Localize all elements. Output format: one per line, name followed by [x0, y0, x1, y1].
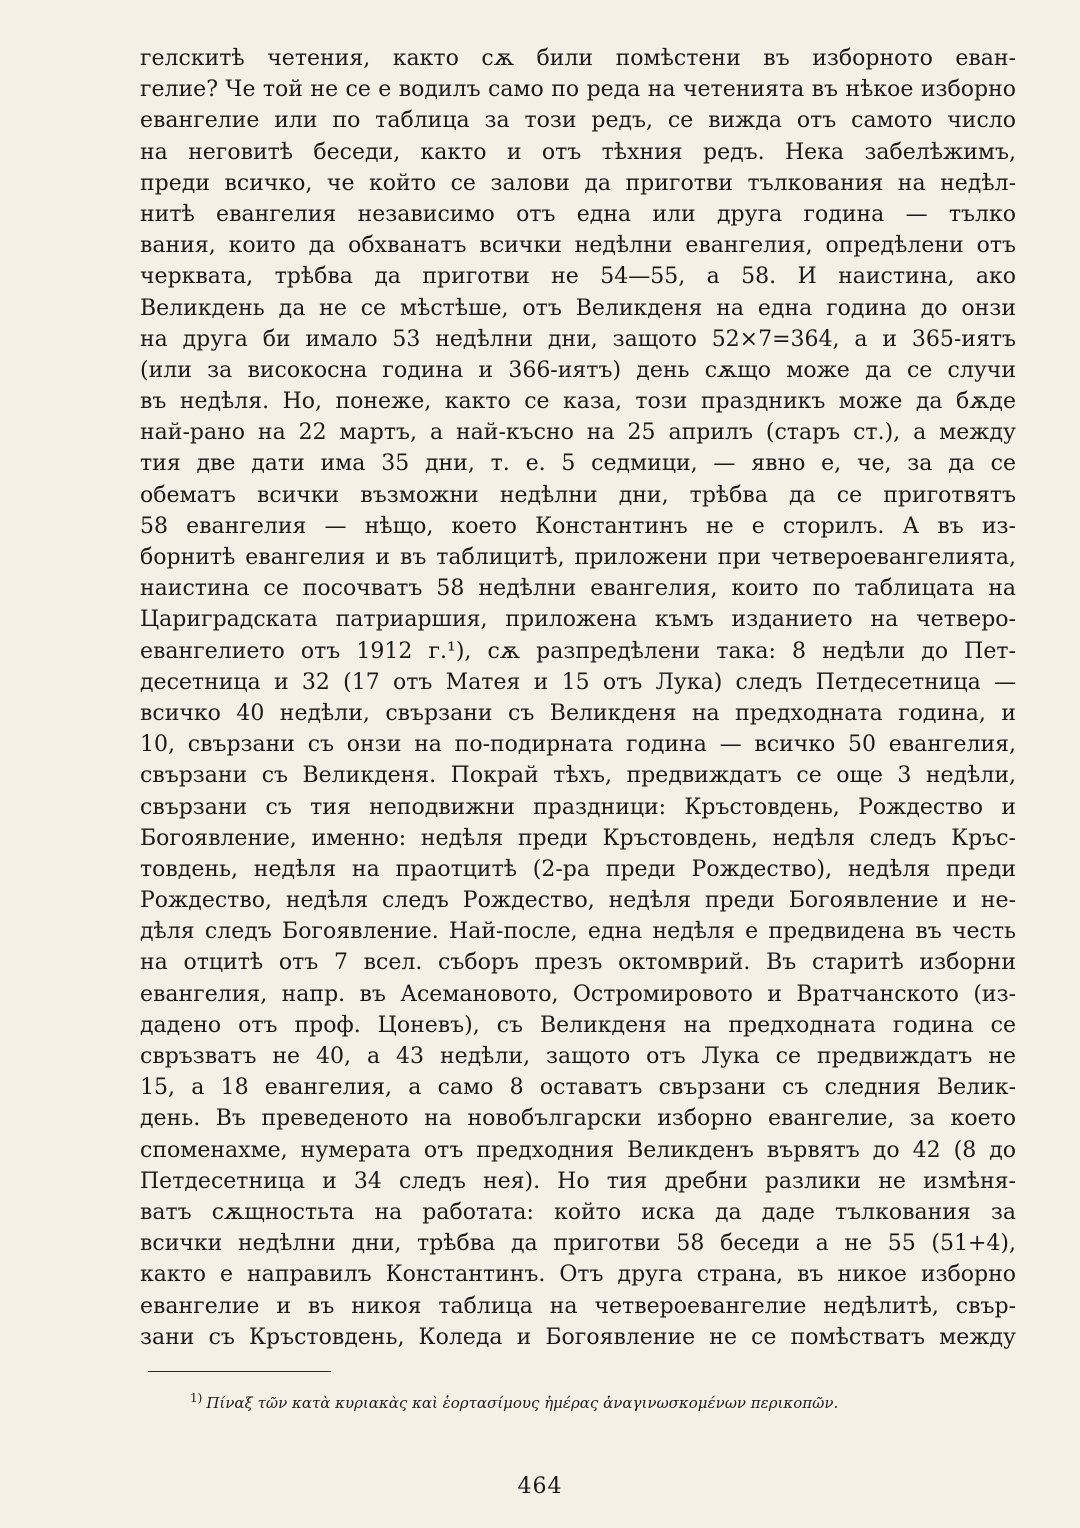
text-line: както е направилъ Константинъ. Отъ друга страна, въ никое изборно [140, 1262, 1016, 1288]
text-line: обематъ всички възможни недѣлни дни, трѣбва да се приготвятъ [140, 482, 1016, 508]
footnote [190, 1386, 930, 1415]
text-line: Великдень да не се мѣстѣше, отъ Великденя на една година до онзи [140, 295, 1016, 321]
text-line: на отцитѣ отъ 7 всел. съборъ презъ октомврий. Въ старитѣ изборни [140, 950, 1016, 976]
body-text [140, 43, 1016, 1353]
text-line: тия две дати има 35 дни, т. е. 5 седмици, — явно е, че, за да се [140, 451, 1016, 477]
text-line: Петдесетница и 34 следъ нея). Но тия дребни разлики не измѣня- [140, 1168, 1016, 1194]
text-line: дѣля следъ Богоявление. Най-после, една недѣля е предвидена въ честь [140, 919, 1016, 945]
text-line: всичко 40 недѣли, свързани съ Великденя на предходната година, и [140, 700, 1016, 726]
text-line: наистина се посочватъ 58 недѣлни евангелия, които по таблицата на [140, 576, 1016, 602]
text-line: свръзватъ не 40, а 43 недѣли, защото отъ Лука се предвиждатъ не [140, 1044, 1016, 1069]
text-line: преди всичко, че който се залови да приготви тълкования на недѣл- [140, 170, 1016, 196]
text-line: гелие? Че той не се е водилъ само по реда на четенията въ нѣкое изборно [140, 77, 1016, 103]
text-line: евангелие или по таблица за този редъ, се вижда отъ самото число [140, 108, 1016, 134]
text-line: день. Въ преведеното на новобългарски изборно евангелие, за което [140, 1106, 1016, 1132]
text-line: евангелието отъ 1912 г.¹), сѫ разпредѣлени така: 8 недѣли до Пет- [140, 638, 1016, 664]
page-number: 464 [517, 1474, 563, 1499]
text-line: свързани съ тия неподвижни праздници: Кръстовдень, Рождество и [140, 794, 1016, 820]
text-line: Богоявление, именно: недѣля преди Кръстовдень, недѣля следъ Кръс- [140, 825, 1016, 851]
text-line: (или за високосна година и 366-иятъ) день сѫщо може да се случи [140, 357, 1016, 383]
text-line: черквата, трѣбва да приготви не 54—55, а 58. И наистина, ако [140, 264, 1016, 290]
text-line: евангелие и въ никоя таблица на четвероевангелие недѣлитѣ, свър- [140, 1293, 1016, 1319]
text-line: гелскитѣ четения, както сѫ били помѣстени въ изборното еван- [140, 46, 1016, 71]
text-line: на неговитѣ беседи, както и отъ тѣхния редъ. Нека забелѣжимъ, [140, 139, 1016, 165]
footnote-text: Πίναξ τῶν κατὰ κυριακὰς καὶ ἑορτασίμους ἡμέρας ἀναγινωσκομένων περικοπῶν. [206, 1394, 839, 1412]
text-line: 10, свързани съ онзи на по-подирната година — всичко 50 евангелия, [140, 732, 1016, 758]
text-line: на друга би имало 53 недѣлни дни, защото 52×7=364, а и 365-иятъ [140, 326, 1016, 352]
text-line: борнитѣ евангелия и въ таблицитѣ, приложени при четвероевангелията, [140, 545, 1016, 570]
text-line: 58 евангелия — нѣщо, което Константинъ не е сторилъ. А въ из- [140, 513, 1016, 539]
text-line: десетница и 32 (17 отъ Матея и 15 отъ Лука) следъ Петдесетница — [140, 669, 1016, 695]
text-line: зани съ Кръстовдень, Коледа и Богоявление не се помѣстватъ между [140, 1324, 1016, 1350]
text-line: Рождество, недѣля следъ Рождество, недѣля преди Богоявление и не- [140, 888, 1016, 914]
text-line: всички недѣлни дни, трѣбва да приготви 58 беседи а не 55 (51+4), [140, 1231, 1016, 1257]
text-line: най-рано на 22 мартъ, а най-късно на 25 априлъ (старъ ст.), а между [140, 420, 1016, 446]
footnote-mark: 1) [190, 1391, 203, 1405]
text-line: дадено отъ проф. Цоневъ), съ Великденя на предходната година се [140, 1012, 1016, 1038]
text-line: евангелия, напр. въ Асемановото, Остромировото и Вратчанското (из- [140, 981, 1016, 1007]
text-line: ватъ сѫщностьта на работата: който иска да даде тълкования за [140, 1199, 1016, 1225]
text-line: товдень, недѣля на праотцитѣ (2-ра преди Рождество), недѣля преди [140, 856, 1016, 882]
text-line: въ недѣля. Но, понеже, както се каза, този праздникъ може да бѫде [140, 389, 1016, 415]
text-line: споменахме, нумерата отъ предходния Великденъ вървятъ до 42 (8 до [140, 1137, 1016, 1163]
text-line: вания, които да обхванатъ всички недѣлни евангелия, опредѣлени отъ [140, 233, 1016, 259]
footnote-divider [148, 1371, 331, 1372]
text-line: свързани съ Великденя. Покрай тѣхъ, предвиждатъ се още 3 недѣли, [140, 763, 1016, 789]
text-line: нитѣ евангелия независимо отъ една или друга година — тълко [140, 201, 1016, 227]
text-line: Цариградската патриаршия, приложена къмъ изданието на четверо- [140, 607, 1016, 633]
text-line: 15, а 18 евангелия, а само 8 оставатъ свързани съ следния Велик- [140, 1075, 1016, 1101]
